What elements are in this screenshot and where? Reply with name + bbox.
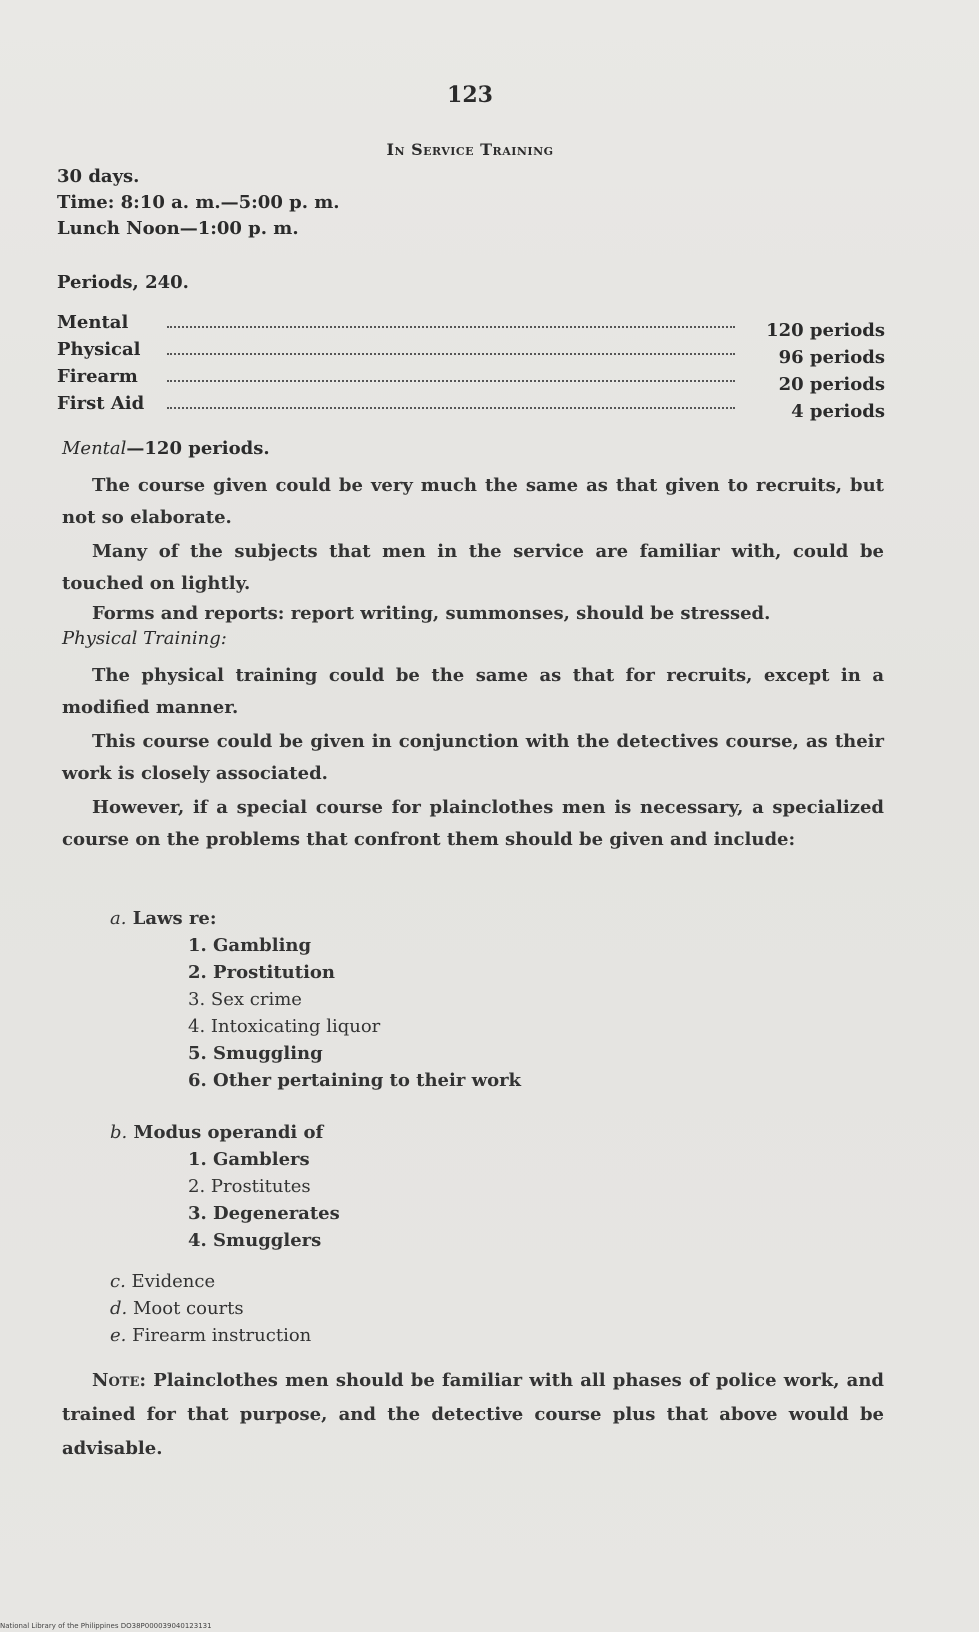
schedule-label: First Aid	[57, 393, 145, 414]
schedule-row-physical	[57, 339, 885, 368]
paragraph-2	[62, 536, 884, 600]
list-b-heading	[110, 1122, 323, 1143]
list-letter: d.	[110, 1298, 128, 1319]
list-letter: b.	[110, 1122, 128, 1143]
dot-leader	[167, 353, 735, 355]
section-heading: In Service Training	[386, 140, 554, 159]
paragraph-3	[62, 598, 884, 630]
list-item: 1. Gamblers	[188, 1149, 310, 1170]
paragraph-2-text: Many of the subjects that men in the service are familiar with, could be touched on lightly.	[62, 541, 884, 594]
list-item: 6. Other pertaining to their work	[188, 1070, 522, 1091]
paragraph-6-text: However, if a special course for plainclothes men is necessary, a specialized course on the problems that confront them should be given and include:	[62, 797, 884, 850]
note-paragraph	[62, 1364, 884, 1466]
dot-leader	[167, 380, 735, 382]
paragraph-4	[62, 660, 884, 724]
note-text: Plainclothes men should be familiar with all phases of police work, and trained for that purpose, and the detective course plus that above would be advisable.	[62, 1370, 884, 1459]
duration-line: 30 days.	[57, 166, 140, 187]
list-item: 2. Prostitutes	[188, 1176, 311, 1197]
paragraph-5	[62, 726, 884, 790]
dot-leader	[167, 326, 735, 328]
list-item: 1. Gambling	[188, 935, 312, 956]
schedule-value: 96 periods	[778, 347, 885, 368]
schedule-row-firearm	[57, 366, 885, 395]
list-letter: c.	[110, 1271, 126, 1292]
mental-heading	[62, 438, 270, 459]
list-a-heading	[110, 908, 217, 929]
list-e-heading	[110, 1325, 311, 1346]
schedule-value: 4 periods	[791, 401, 885, 422]
schedule-row-mental	[57, 312, 885, 341]
schedule-label: Mental	[57, 312, 129, 333]
schedule-label: Physical	[57, 339, 141, 360]
list-title: Moot courts	[132, 1298, 244, 1319]
lunch-line: Lunch Noon—1:00 p. m.	[57, 218, 299, 239]
list-letter: a.	[110, 908, 127, 929]
paragraph-4-text: The physical training could be the same as that for recruits, except in a modified manner.	[62, 665, 884, 718]
list-c-heading	[110, 1271, 215, 1292]
list-item: 3. Sex crime	[188, 989, 302, 1010]
schedule-value: 120 periods	[766, 320, 885, 341]
note-label: Note:	[92, 1370, 147, 1391]
list-item: 4. Smugglers	[188, 1230, 322, 1251]
list-item: 5. Smuggling	[188, 1043, 323, 1064]
mental-heading-rest: —120 periods.	[126, 438, 270, 459]
list-title: Modus operandi of	[133, 1122, 324, 1143]
paragraph-6	[62, 792, 884, 856]
list-d-heading	[110, 1298, 244, 1319]
page-number: 123	[447, 82, 493, 108]
paragraph-1-text: The course given could be very much the same as that given to recruits, but not so elaborate.	[62, 475, 884, 528]
paragraph-3-text: Forms and reports: report writing, summonses, should be stressed.	[92, 603, 771, 624]
paragraph-1	[62, 470, 884, 534]
schedule-label: Firearm	[57, 366, 138, 387]
periods-total: Periods, 240.	[57, 272, 189, 293]
list-item: 4. Intoxicating liquor	[188, 1016, 381, 1037]
list-title: Evidence	[131, 1271, 216, 1292]
list-title: Firearm instruction	[132, 1325, 312, 1346]
time-line: Time: 8:10 a. m.—5:00 p. m.	[57, 192, 340, 213]
list-item: 3. Degenerates	[188, 1203, 340, 1224]
physical-training-heading: Physical Training:	[62, 628, 227, 649]
schedule-value: 20 periods	[778, 374, 885, 395]
dot-leader	[167, 407, 735, 409]
schedule-row-first-aid	[57, 393, 885, 422]
list-item: 2. Prostitution	[188, 962, 336, 983]
list-title: Laws re:	[132, 908, 217, 929]
list-letter: e.	[110, 1325, 127, 1346]
paragraph-5-text: This course could be given in conjunction with the detectives course, as their work is closely associated.	[62, 731, 884, 784]
archive-footer: National Library of the Philippines DO38P000039040123131	[0, 1622, 212, 1630]
mental-heading-italic: Mental	[62, 438, 127, 459]
